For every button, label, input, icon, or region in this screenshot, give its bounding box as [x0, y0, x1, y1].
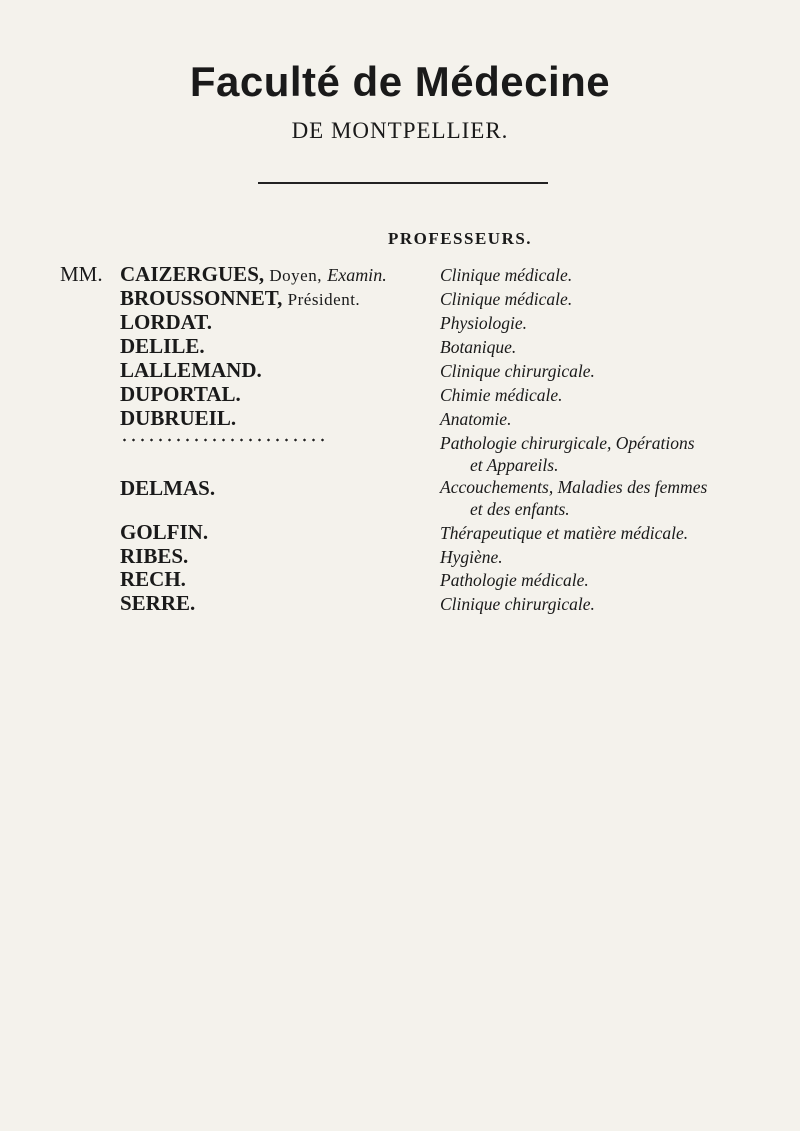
- professor-subject: Botanique.: [440, 337, 517, 357]
- professor-name: LALLEMAND.: [120, 358, 262, 382]
- professor-subject: Clinique médicale.: [440, 265, 573, 285]
- professor-name: DELMAS.: [120, 476, 216, 500]
- professor-subject: Hygiène.: [440, 547, 503, 567]
- professor-name: RECH.: [120, 567, 186, 591]
- professor-name: DELILE.: [120, 334, 205, 358]
- professor-name: GOLFIN.: [120, 520, 209, 544]
- professor-name: LORDAT.: [120, 310, 212, 334]
- professor-subject: Pathologie chirurgicale, Opérations: [440, 433, 695, 453]
- professor-subject: Thérapeutique et matière médicale.: [440, 523, 689, 543]
- professor-subject: Physiologie.: [440, 313, 527, 333]
- professor-subject-continued: et Appareils.: [470, 455, 559, 475]
- mm-label: MM.: [60, 262, 103, 286]
- professor-subject: Clinique chirurgicale.: [440, 594, 595, 614]
- professor-name: SERRE.: [120, 591, 196, 615]
- professor-subject: Clinique médicale.: [440, 289, 573, 309]
- professor-name: DUBRUEIL.: [120, 406, 237, 430]
- page-title: Faculté de Médecine: [189, 58, 611, 105]
- professor-name: RIBES.: [120, 544, 189, 568]
- professor-subject: Anatomie.: [440, 409, 512, 429]
- professor-name: CAIZERGUES, Doyen, Examin.: [120, 262, 387, 286]
- professor-subject: Clinique chirurgicale.: [440, 361, 595, 381]
- professor-subject-continued: et des enfants.: [470, 499, 570, 519]
- professor-subject: Pathologie médicale.: [440, 570, 589, 590]
- professor-name: BROUSSONNET, Président.: [120, 286, 361, 310]
- professor-subject: Accouchements, Maladies des femmes: [440, 477, 708, 497]
- professor-name: DUPORTAL.: [120, 382, 241, 406]
- professeurs-heading: PROFESSEURS.: [387, 229, 533, 248]
- page-subtitle: DE MONTPELLIER.: [291, 118, 509, 143]
- professor-subject: Chimie médicale.: [440, 385, 563, 405]
